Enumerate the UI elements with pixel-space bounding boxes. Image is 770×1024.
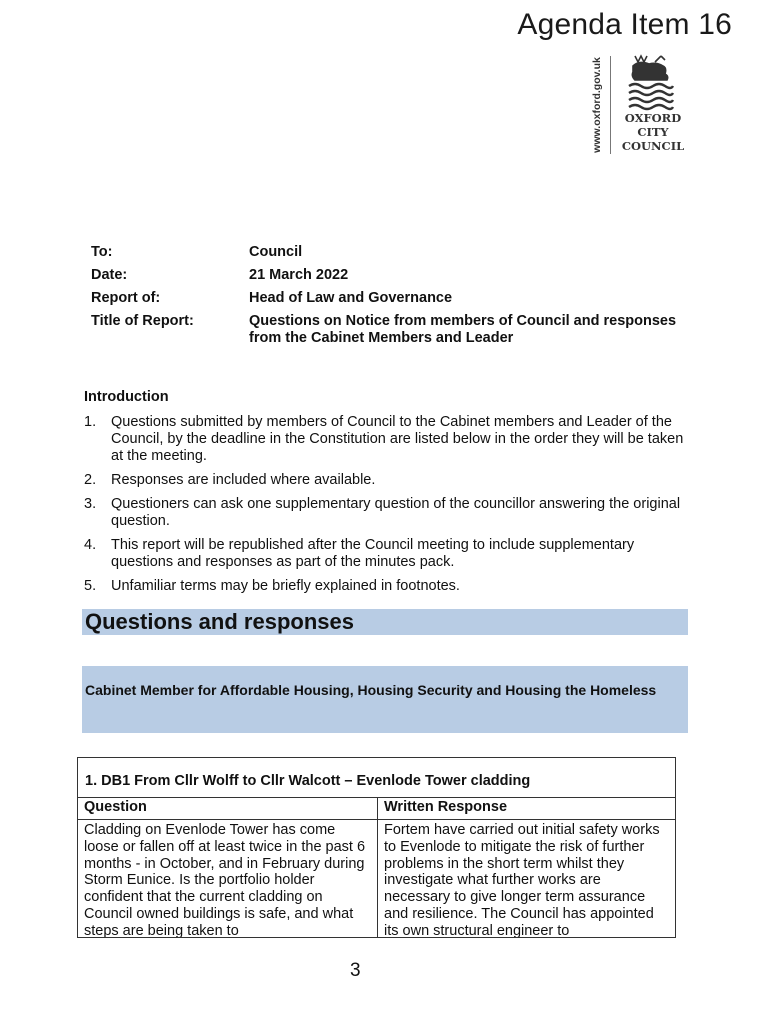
list-item-text: Responses are included where available. [111,472,376,488]
list-item-number: 5. [84,578,97,594]
logo-text-line: OXFORD [624,111,682,125]
list-item-number: 3. [84,496,97,512]
meta-label: Date: [91,267,128,283]
agenda-item-title: Agenda Item 16 [517,8,732,41]
meta-value: 21 March 2022 [249,267,349,283]
response-column [378,798,675,938]
introduction-heading: Introduction [84,389,169,405]
logo-text-line: COUNCIL [621,139,685,153]
meta-row-date [91,267,691,284]
question-title: 1. DB1 From Cllr Wolff to Cllr Walcott – Evenlode Tower cladding [78,758,675,798]
meta-row-to [91,244,691,261]
list-item-number: 1. [84,414,97,430]
list-item-number: 2. [84,472,97,488]
section-title: Questions and responses [82,609,688,635]
question-column [78,798,378,938]
meta-row-title [91,313,691,347]
website-url-text: www.oxford.gov.uk [591,57,603,153]
website-url [586,56,608,154]
report-metadata [91,244,691,353]
meta-row-report-of [91,290,691,307]
question-header: Question [78,798,377,820]
list-item [84,496,684,530]
question-columns [78,798,675,938]
list-item [84,472,684,489]
meta-label: To: [91,244,113,260]
question-table [77,757,676,938]
logo-divider [610,56,611,154]
list-item-text: Questions submitted by members of Council to the Cabinet members and Leader of the Council, by the deadline in the Constitution are listed below in the order they will be taken at the meeting. [111,414,684,464]
list-item [84,414,684,465]
list-item-number: 4. [84,537,97,553]
meta-value: Questions on Notice from members of Council and responses from the Cabinet Members and Leader [249,313,677,346]
list-item-text: This report will be republished after the Council meeting to include supplementary questions and responses as part of the minutes pack. [111,537,635,570]
meta-label: Report of: [91,290,161,306]
question-text: Cladding on Evenlode Tower has come loose or fallen off at least twice in the past 6 months - in October, and in February during Storm Eunice. Is the portfolio holder confident that the current cladding on Council owned buildings is safe, and what steps are being taken to [84,822,366,938]
introduction-list [84,414,684,602]
list-item [84,578,684,595]
logo-text-line: CITY [637,125,669,139]
council-logo-text [612,111,694,153]
meta-value: Head of Law and Governance [249,290,453,306]
page-number: 3 [350,960,361,981]
list-item-text: Unfamiliar terms may be briefly explained in footnotes. [111,578,460,594]
meta-value: Council [249,244,303,260]
cabinet-member-heading: Cabinet Member for Affordable Housing, Housing Security and Housing the Homeless [82,666,688,733]
list-item-text: Questioners can ask one supplementary question of the councillor answering the original question. [111,496,681,529]
response-header: Written Response [378,798,675,820]
council-crest-icon [625,52,675,112]
meta-label: Title of Report: [91,313,194,329]
list-item [84,537,684,571]
response-text: Fortem have carried out initial safety works to Evenlode to mitigate the risk of further problems in the short term whilst they investigate what further works are necessary to give longer term assurance and resilience. The Council has appointed its own structural engineer to [384,822,660,938]
